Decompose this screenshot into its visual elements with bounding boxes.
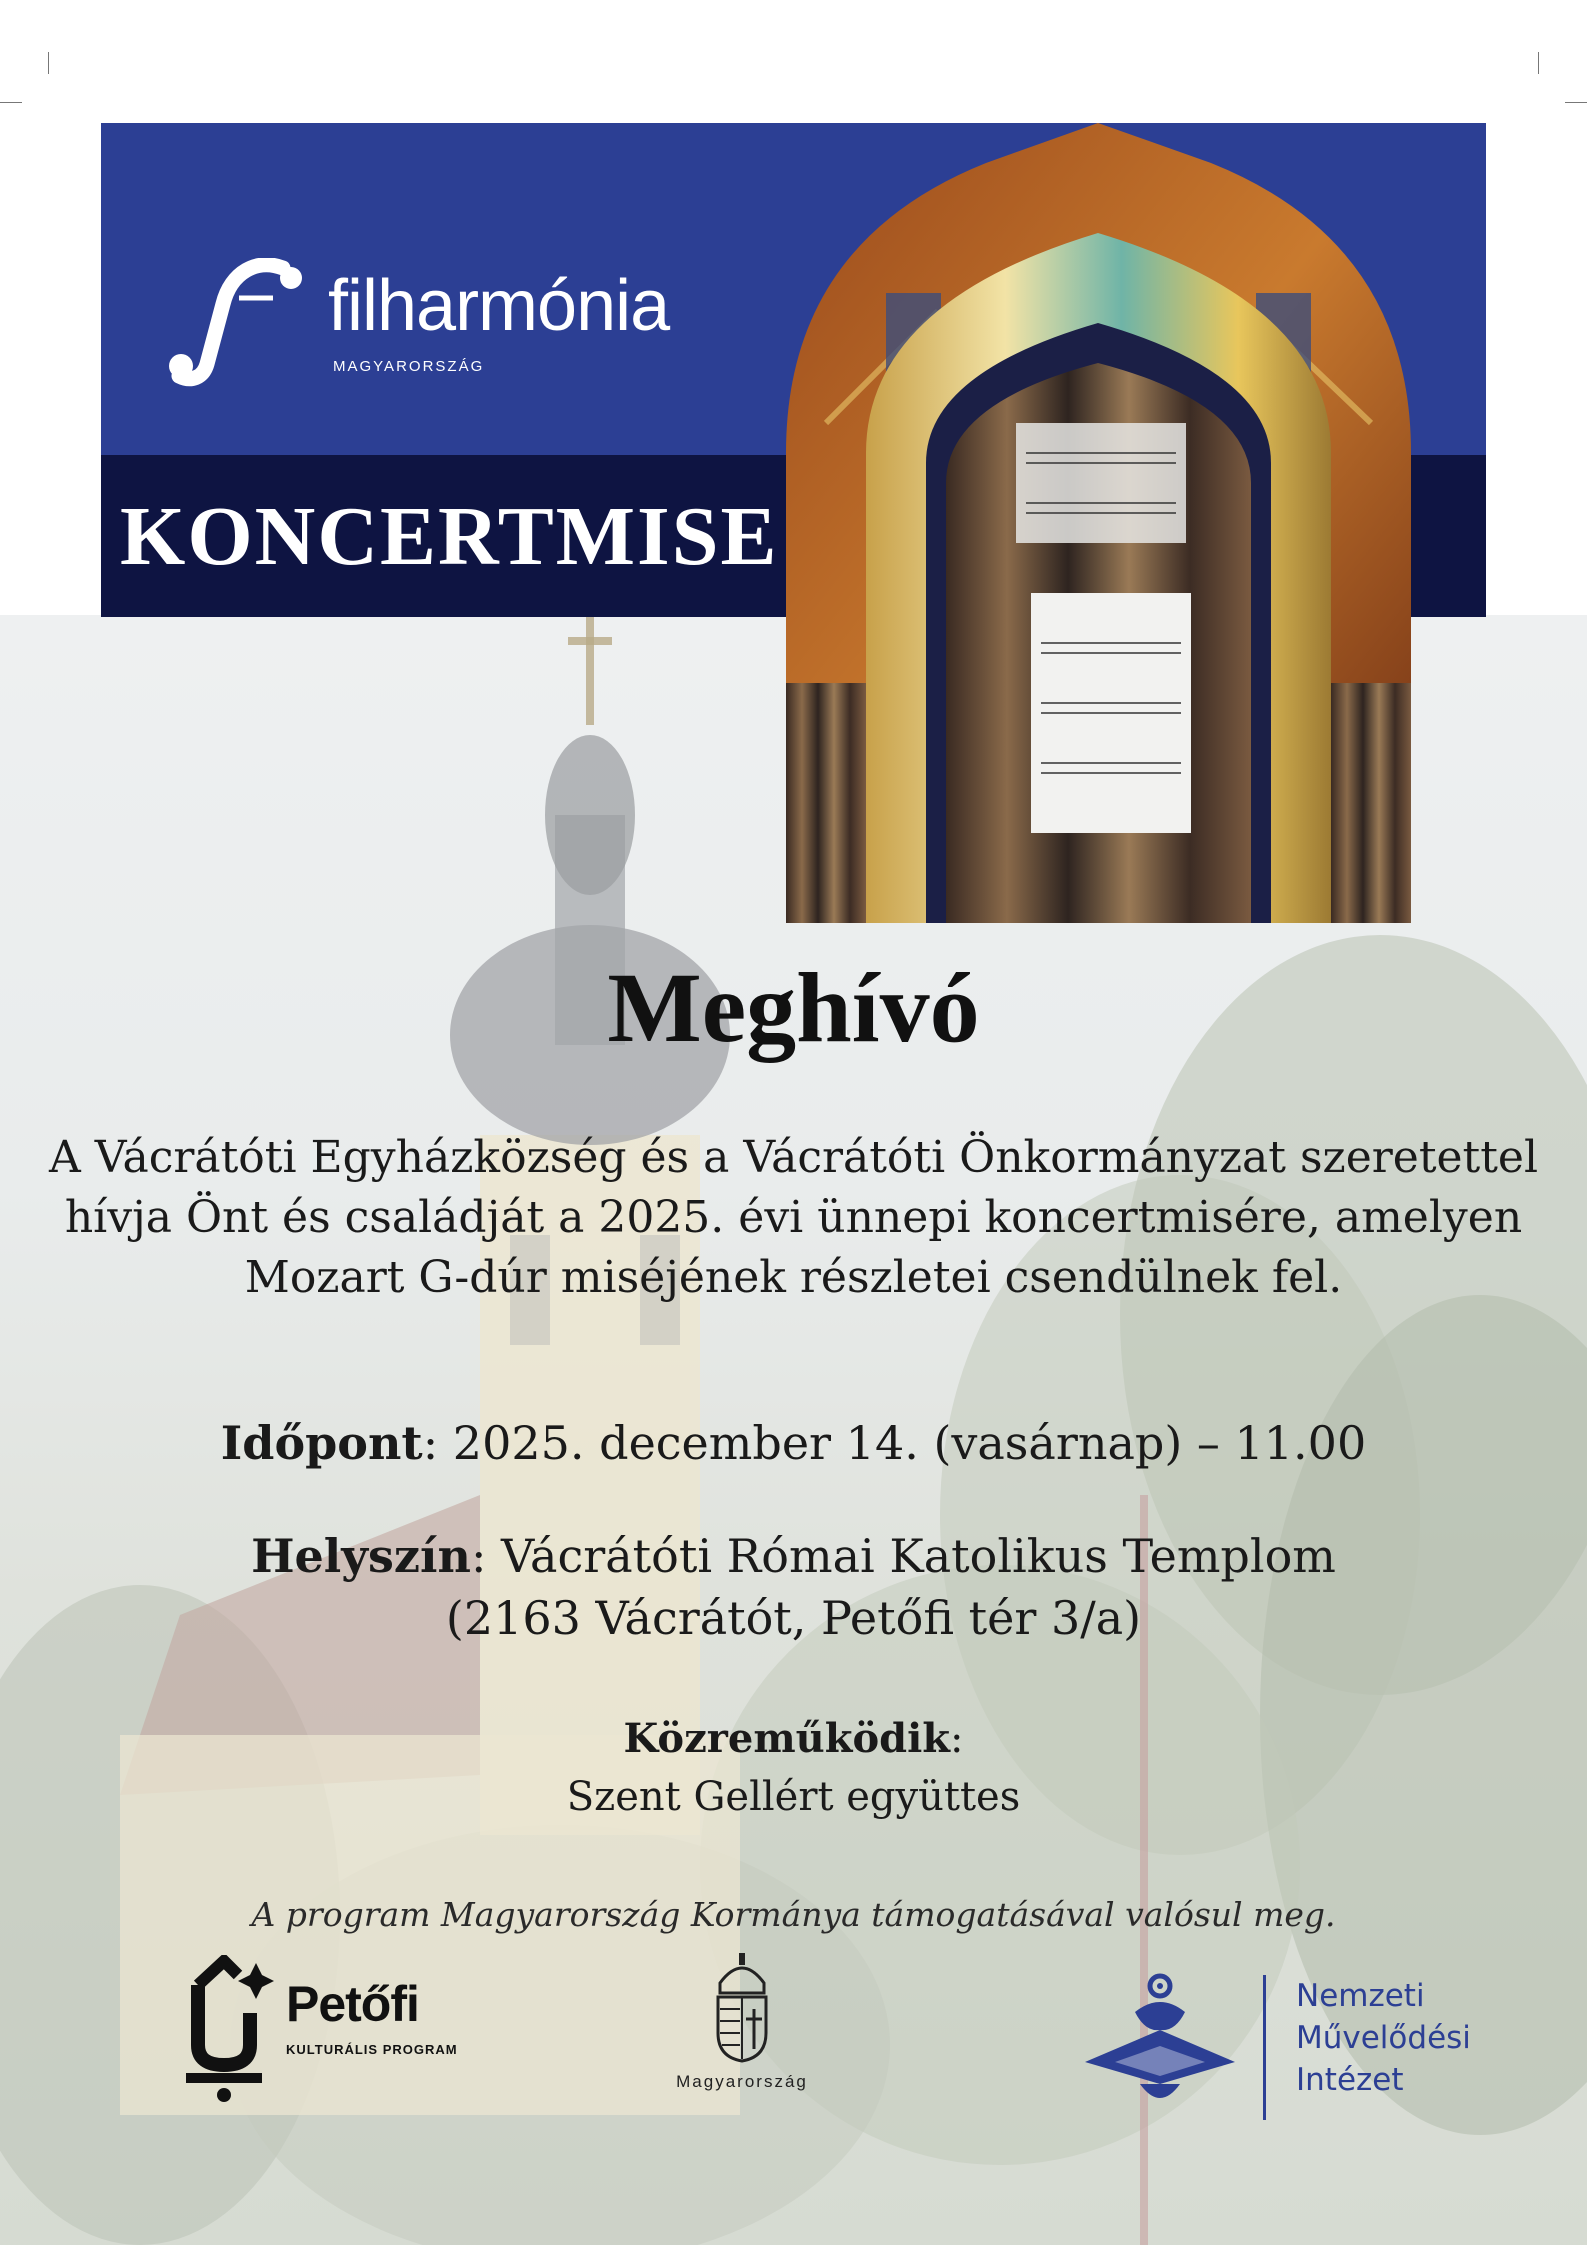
invitation-intro bbox=[0, 1128, 1587, 1308]
arch-collage-image bbox=[786, 123, 1411, 927]
filharmonia-logo-icon bbox=[165, 258, 315, 392]
hungary-crest-icon bbox=[712, 1953, 772, 2067]
nmi-wordmark bbox=[1296, 1975, 1471, 2101]
filharmonia-subtext: MAGYARORSZÁG bbox=[333, 358, 485, 375]
nmi-logo-icon bbox=[1085, 1972, 1235, 2116]
contrib-colon: : bbox=[950, 1716, 964, 1762]
event-place bbox=[0, 1525, 1587, 1649]
intro-line: A Vácrátóti Egyházközség és a Vácrátóti Önkormányzat szeretettel bbox=[48, 1132, 1539, 1183]
date-label: Időpont bbox=[220, 1416, 423, 1470]
invitation-heading: Meghívó bbox=[607, 952, 980, 1063]
contrib-value: Szent Gellért együttes bbox=[566, 1774, 1021, 1820]
nmi-line-2: Művelődési bbox=[1296, 2020, 1471, 2056]
event-contributors bbox=[0, 1710, 1587, 1826]
crest-label: Magyarország bbox=[676, 2072, 808, 2091]
nmi-divider bbox=[1263, 1975, 1266, 2120]
crop-mark bbox=[0, 102, 22, 103]
petofi-subtext: KULTURÁLIS PROGRAM bbox=[286, 2042, 458, 2057]
support-note: A program Magyarország Kormánya támogatásával valósul meg. bbox=[251, 1895, 1336, 1934]
filharmonia-wordmark: filharmónia bbox=[328, 266, 670, 346]
contrib-label: Közreműködik bbox=[623, 1715, 950, 1762]
petofi-wordmark: Petőfi bbox=[286, 1976, 419, 2032]
intro-line: hívja Önt és családját a 2025. évi ünnepi koncertmisére, amelyen bbox=[64, 1192, 1523, 1243]
place-address: (2163 Vácrátót, Petőfi tér 3/a) bbox=[445, 1591, 1142, 1645]
place-value: : Vácrátóti Római Katolikus Templom bbox=[470, 1529, 1336, 1583]
page-title: KONCERTMISE bbox=[120, 490, 779, 583]
petofi-logo-icon bbox=[168, 1955, 280, 2109]
crop-mark bbox=[48, 52, 49, 74]
intro-line: Mozart G-dúr miséjének részletei csendülnek fel. bbox=[244, 1252, 1343, 1303]
nmi-line-1: Nemzeti bbox=[1296, 1978, 1425, 2014]
event-date bbox=[0, 1412, 1587, 1474]
nmi-line-3: Intézet bbox=[1296, 2062, 1404, 2098]
crop-mark bbox=[1565, 102, 1587, 103]
date-value: : 2025. december 14. (vasárnap) – 11.00 bbox=[422, 1416, 1367, 1470]
place-label: Helyszín bbox=[251, 1529, 471, 1583]
crop-mark bbox=[1538, 52, 1539, 74]
